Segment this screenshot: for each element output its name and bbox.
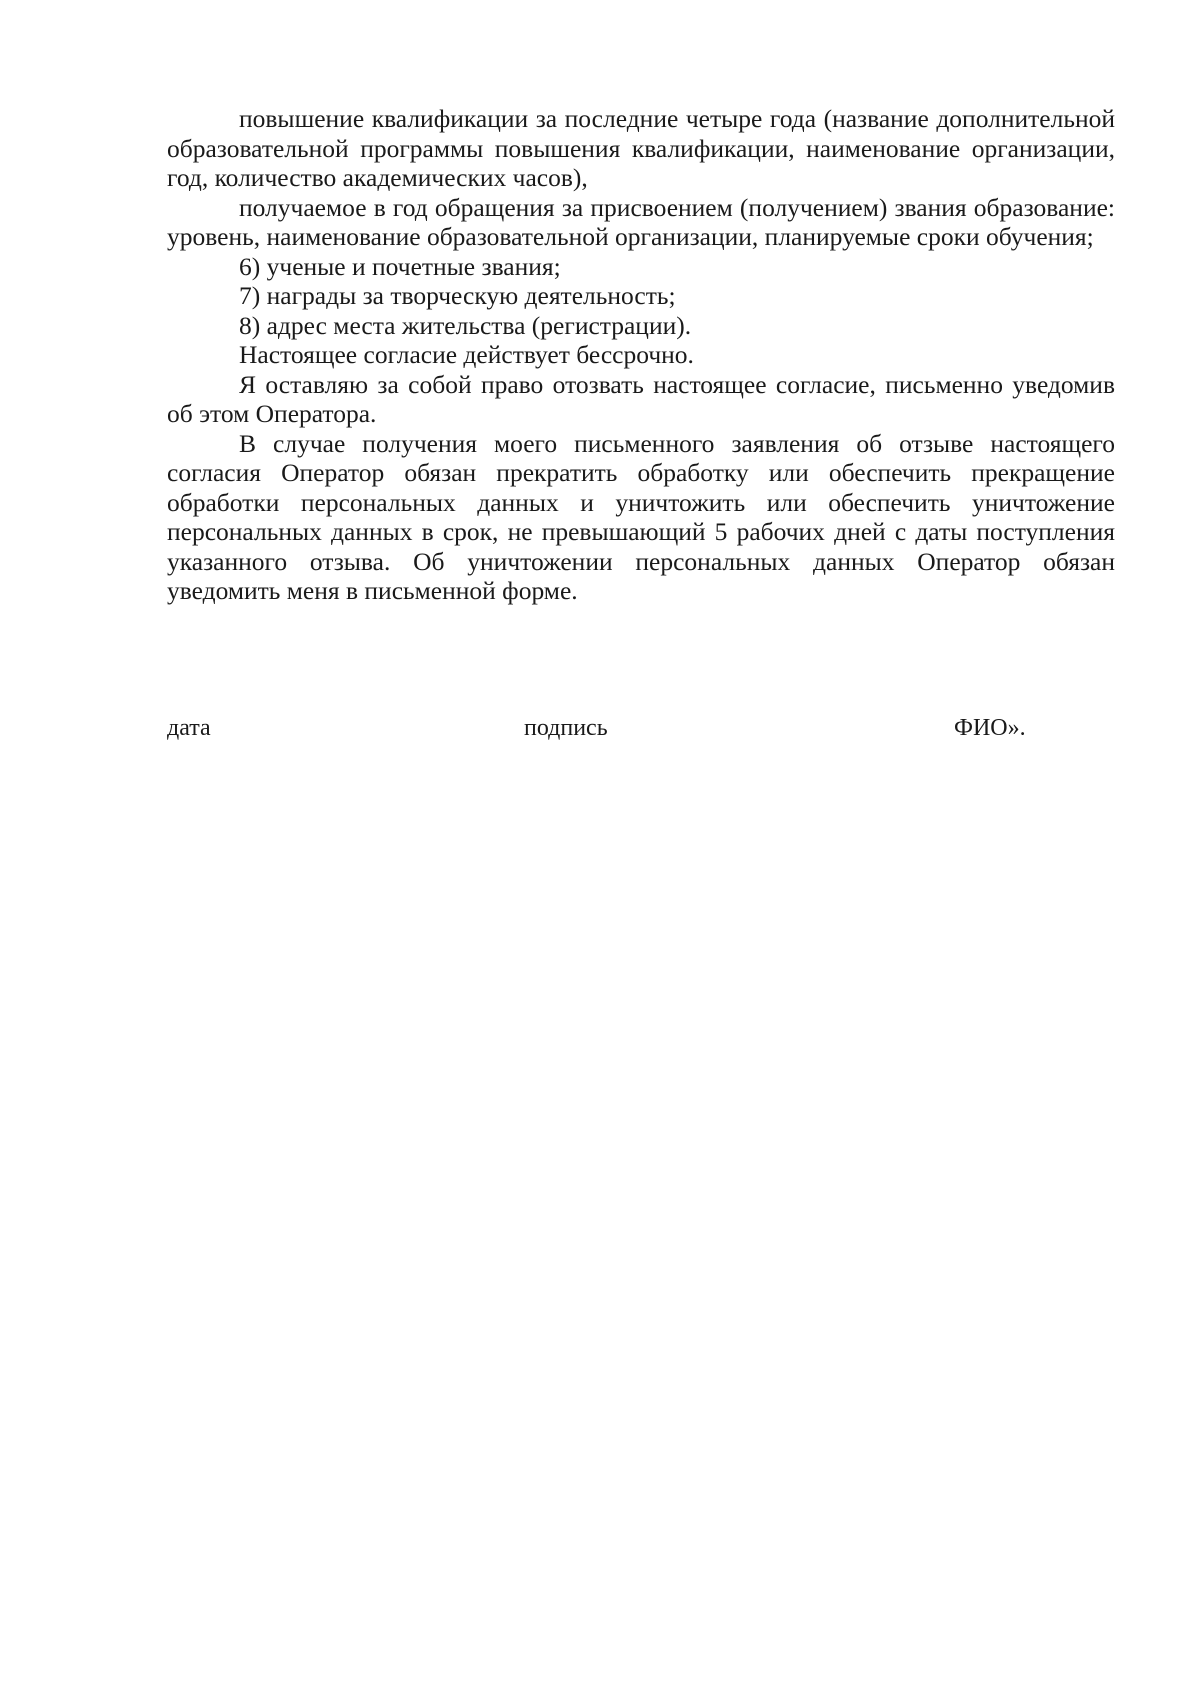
signature-label: подпись	[524, 715, 608, 741]
list-item-titles: 6) ученые и почетные звания;	[239, 251, 561, 281]
list-item-awards: 7) награды за творческую деятельность;	[239, 281, 676, 310]
paragraph-revocation-right: Я оставляю за собой право отозвать настоящее согласие, письменно уведомив об этом Оператора.	[167, 369, 1115, 428]
date-label: дата	[167, 715, 211, 741]
signature-row	[0, 713, 1200, 747]
paragraph-education: получаемое в год обращения за присвоением (получением) звания образование: уровень, наименование образовательной организации, планируемые сроки обучения;	[167, 192, 1115, 251]
paragraph-revocation-procedure: В случае получения моего письменного заявления об отзыве настоящего согласия Оператор обязан прекратить обработку или обеспечить прекращение обработки персональных данных и уничтожить или обеспечить уничтожение персональных данных в срок, не превышающий 5 рабочих дней с даты поступления указанного отзыва. Об уничтожении персональных данных Оператор обязан уведомить меня в письменной форме.	[167, 428, 1115, 605]
paragraph-validity: Настоящее согласие действует бессрочно.	[239, 340, 694, 369]
full-name-label: ФИО».	[954, 715, 1026, 741]
document-body	[167, 104, 1115, 606]
list-item-address: 8) адрес места жительства (регистрации).	[239, 310, 692, 340]
paragraph-qualification: повышение квалификации за последние четыре года (название дополнительной образовательной программы повышения квалификации, наименование организации, год, количество академических часов),	[167, 104, 1115, 192]
